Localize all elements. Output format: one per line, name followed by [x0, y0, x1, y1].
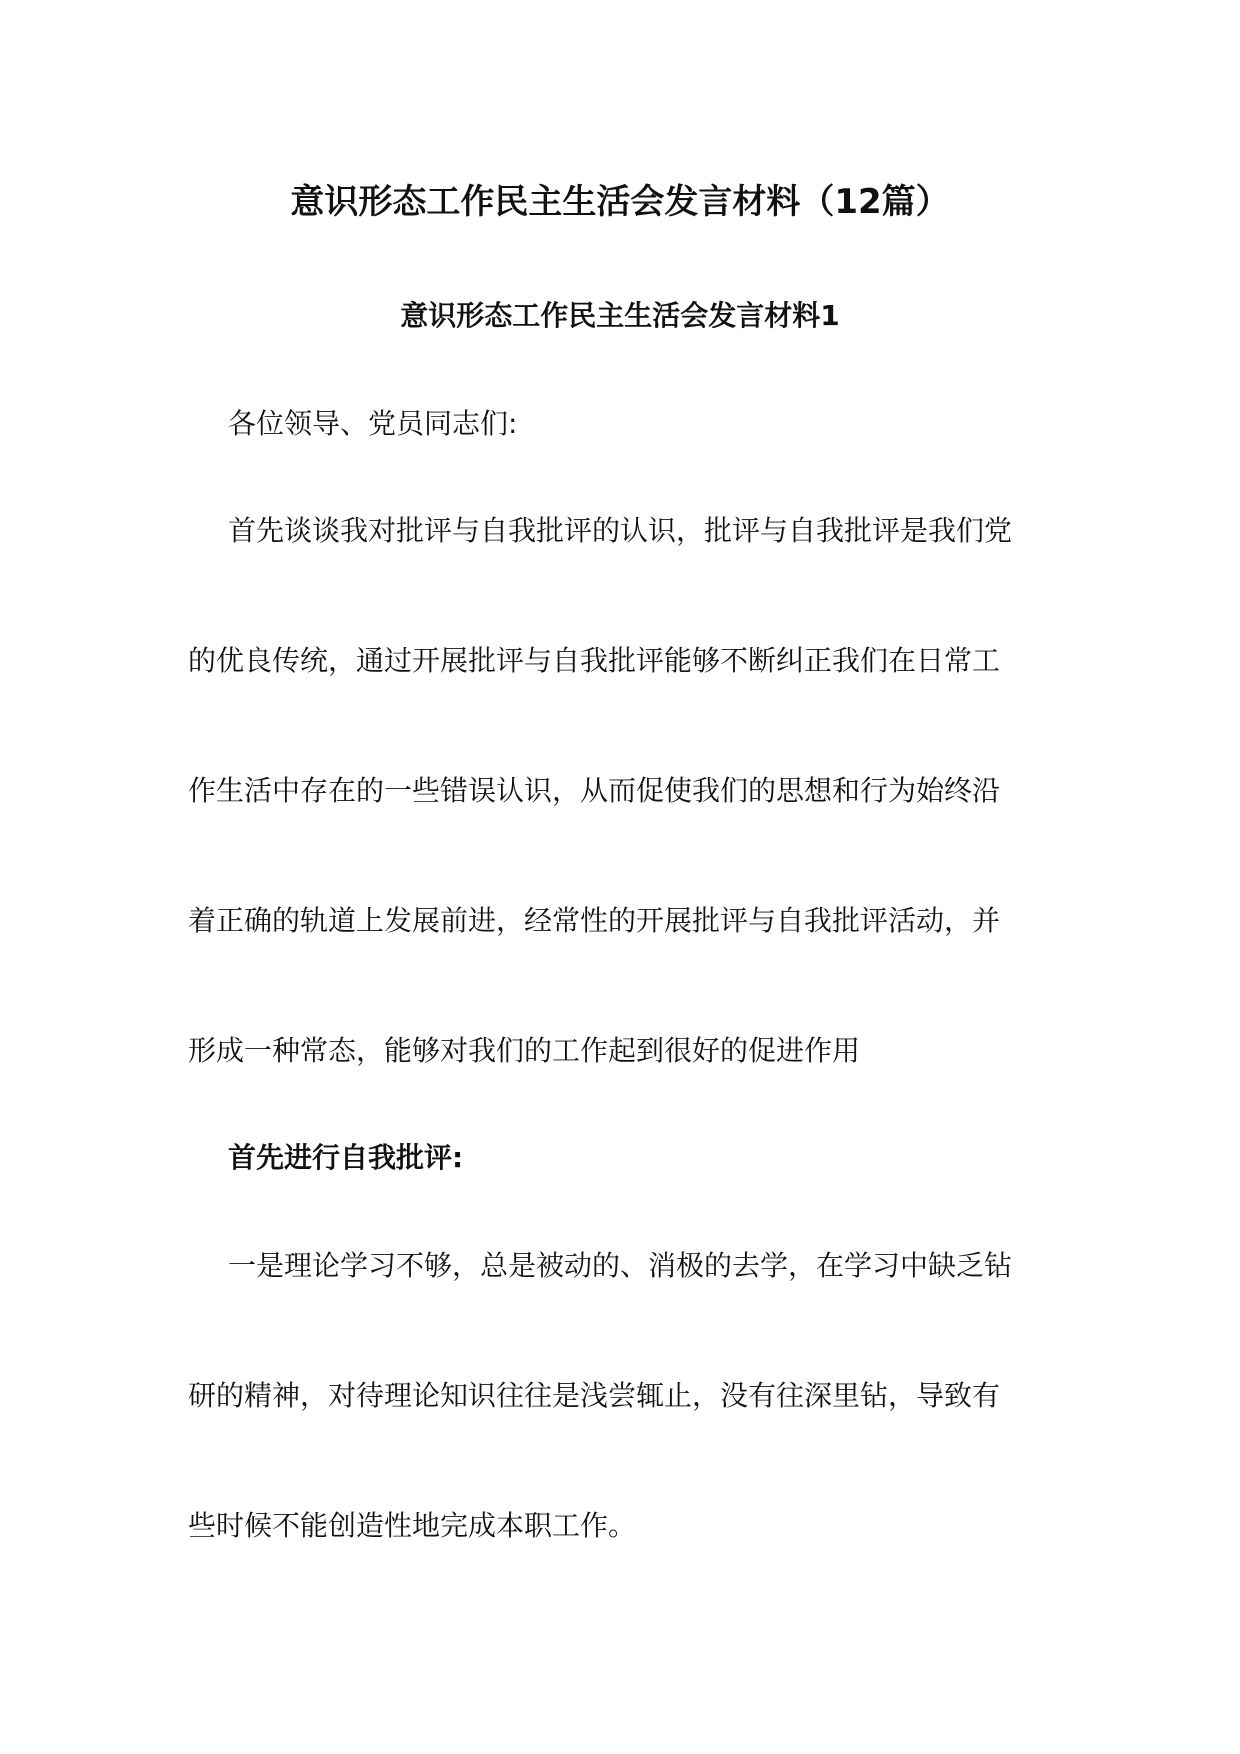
paragraph-line: 一是理论学习不够，总是被动的、消极的去学，在学习中缺乏钻	[228, 1249, 1013, 1282]
paragraph-line: 的优良传统，通过开展批评与自我批评能够不断纠正我们在日常工	[188, 644, 1001, 677]
document-title: 意识形态工作民主生活会发言材料（12篇）	[290, 182, 950, 222]
paragraph-line: 作生活中存在的一些错误认识，从而促使我们的思想和行为始终沿	[188, 774, 1001, 807]
self-criticism-heading: 首先进行自我批评:	[228, 1141, 464, 1174]
salutation: 各位领导、党员同志们:	[228, 407, 518, 440]
section-title: 意识形态工作民主生活会发言材料1	[400, 299, 840, 332]
paragraph-line: 着正确的轨道上发展前进，经常性的开展批评与自我批评活动，并	[188, 904, 1001, 937]
paragraph-line: 首先谈谈我对批评与自我批评的认识，批评与自我批评是我们党	[228, 514, 1013, 547]
paragraph-line: 形成一种常态，能够对我们的工作起到很好的促进作用	[188, 1034, 861, 1067]
paragraph-line: 研的精神，对待理论知识往往是浅尝辄止，没有往深里钻，导致有	[188, 1379, 1001, 1412]
paragraph-line: 些时候不能创造性地完成本职工作。	[188, 1509, 637, 1542]
